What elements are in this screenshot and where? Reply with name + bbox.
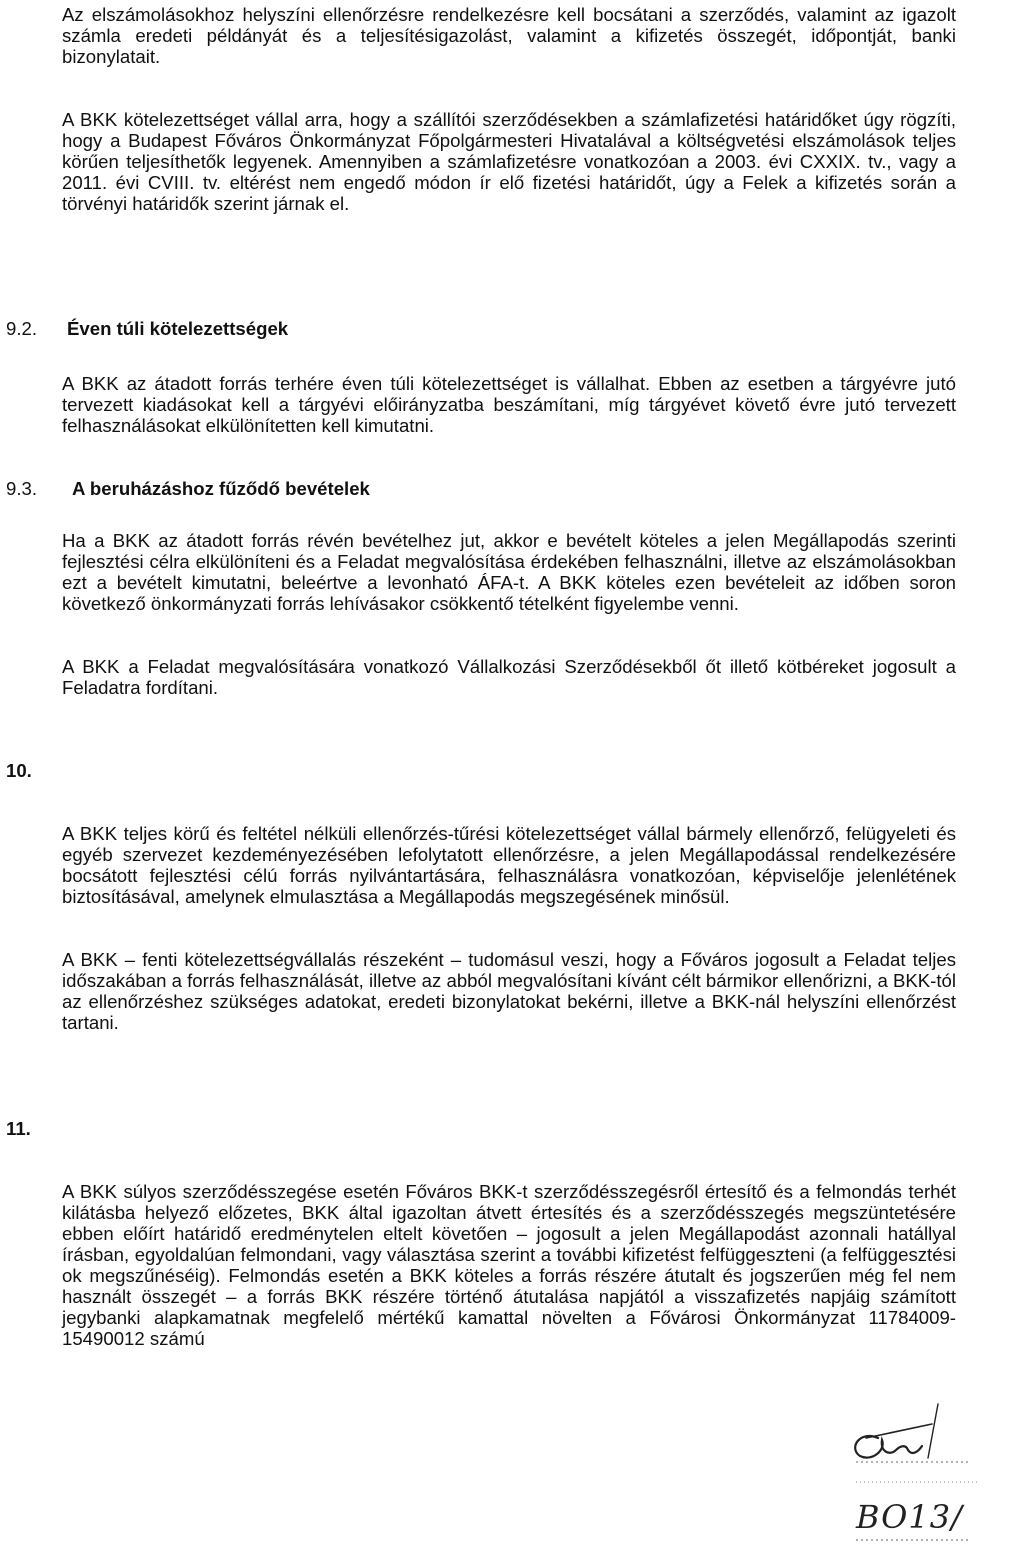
paragraph-settlement-inspection: Az elszámolásokhoz helyszíni ellenőrzésre rendelkezésre kell bocsátani a szerződés, valamint az igazolt számla eredeti példányát és a teljesítésigazolást, valamint a kifizetés összegét, időpontját, banki bizonylatait. [62,4,956,67]
paragraph-termination: A BKK súlyos szerződésszegése esetén Főváros BKK-t szerződésszegésről értesítő és a felmondás terhét kilátásba helyező előzetes, BKK által igazoltan átvett értesítés és a szerződésszegés megszüntetésére ebben előírt határidő eredménytelen eltelt követően – jogosult a jelen Megállapodást azonnali hatállyal írásban, egyoldalúan felmondani, vagy választása szerint a további kifizetést felfüggeszteni (a felfüggesztési ok megszűnéséig). Felmondás esetén a BKK köteles a forrás részére átutalt és jogszerűen még fel nem használt összegét – a forrás BKK részére történő átutalása napjától a visszafizetés napjáig számított jegybanki alapkamatnak megfelelő mértékű kamattal növelten a Fővárosi Önkormányzat 11784009-15490012 számú [62,1181,956,1349]
stamp-number: BO13/ [856,1498,963,1536]
section-number-9-2: 9.2. [6,318,38,339]
section-heading-9-3: A beruházáshoz fűződő bevételek [72,478,370,499]
paragraph-investment-revenue: Ha a BKK az átadott forrás révén bevételhez jut, akkor e bevételt köteles a jelen Megállapodás szerinti fejlesztési célra elkülöníteni és a Feladat megvalósítása érdekében felhasználni, illetve az elszámolásokban ezt a bevételt kimutatni, beleértve a levonható ÁFA-t. A BKK köteles ezen bevételeit az időben soron következő önkormányzati forrás lehívásakor csökkentő tételként figyelembe venni. [62,530,956,614]
signature-stamp-area [820,1400,1020,1542]
paragraph-inspection-tolerance: A BKK teljes körű és feltétel nélküli ellenőrzés-tűrési kötelezettséget vállal bármely ellenőrző, felügyeleti és egyéb szervezet kezdeményezésében lefolytatott ellenőrzésre, a jelen Megállapodással rendelkezésére bocsátott fejlesztési célú forrás nyilvántartására, felhasználásra vonatkozóan, képviselője jelenlétének biztosításával, amelynek elmulasztása a Megállapodás megszegésének minősül. [62,823,956,907]
section-number-10: 10. [6,760,32,781]
paragraph-capital-control: A BKK – fenti kötelezettségvállalás részeként – tudomásul veszi, hogy a Főváros jogosult a Feladat teljes időszakában a forrás felhasználását, illetve az abból megvalósítani kívánt célt bármikor ellenőrizni, a BKK-tól az ellenőrzéshez szükséges adatokat, eredeti bizonylatokat bekérni, illetve a BKK-nál helyszíni ellenőrzést tartani. [62,949,956,1033]
paragraph-multiyear-obligations: A BKK az átadott forrás terhére éven túli kötelezettséget is vállalhat. Ebben az esetben a tárgyévre jutó tervezett kiadásokat kell a tárgyévi előirányzatba beszámítani, míg tárgyévet követő évre jutó tervezett felhasználásokat elkülönítetten kell kimutatni. [62,373,956,436]
paragraph-payment-deadlines: A BKK kötelezettséget vállal arra, hogy a szállítói szerződésekben a számlafizetési határidőket úgy rögzíti, hogy a Budapest Főváros Önkormányzat Főpolgármesteri Hivatalával a költségvetési elszámolások teljes körűen teljesíthetők legyenek. Amennyiben a számlafizetésre vonatkozóan a 2003. évi CXXIX. tv., vagy a 2011. évi CVIII. tv. eltérést nem engedő módon ír elő fizetési határidőt, úgy a Felek a kifizetés során a törvényi határidők szerint járnak el. [62,109,956,214]
section-number-9-3: 9.3. [6,478,38,499]
section-heading-9-2: Éven túli kötelezettségek [67,318,289,339]
section-number-11: 11. [6,1118,31,1139]
paragraph-penalties: A BKK a Feladat megvalósítására vonatkozó Vállalkozási Szerződésekből őt illető kötbéreket jogosult a Feladatra fordítani. [62,656,956,698]
